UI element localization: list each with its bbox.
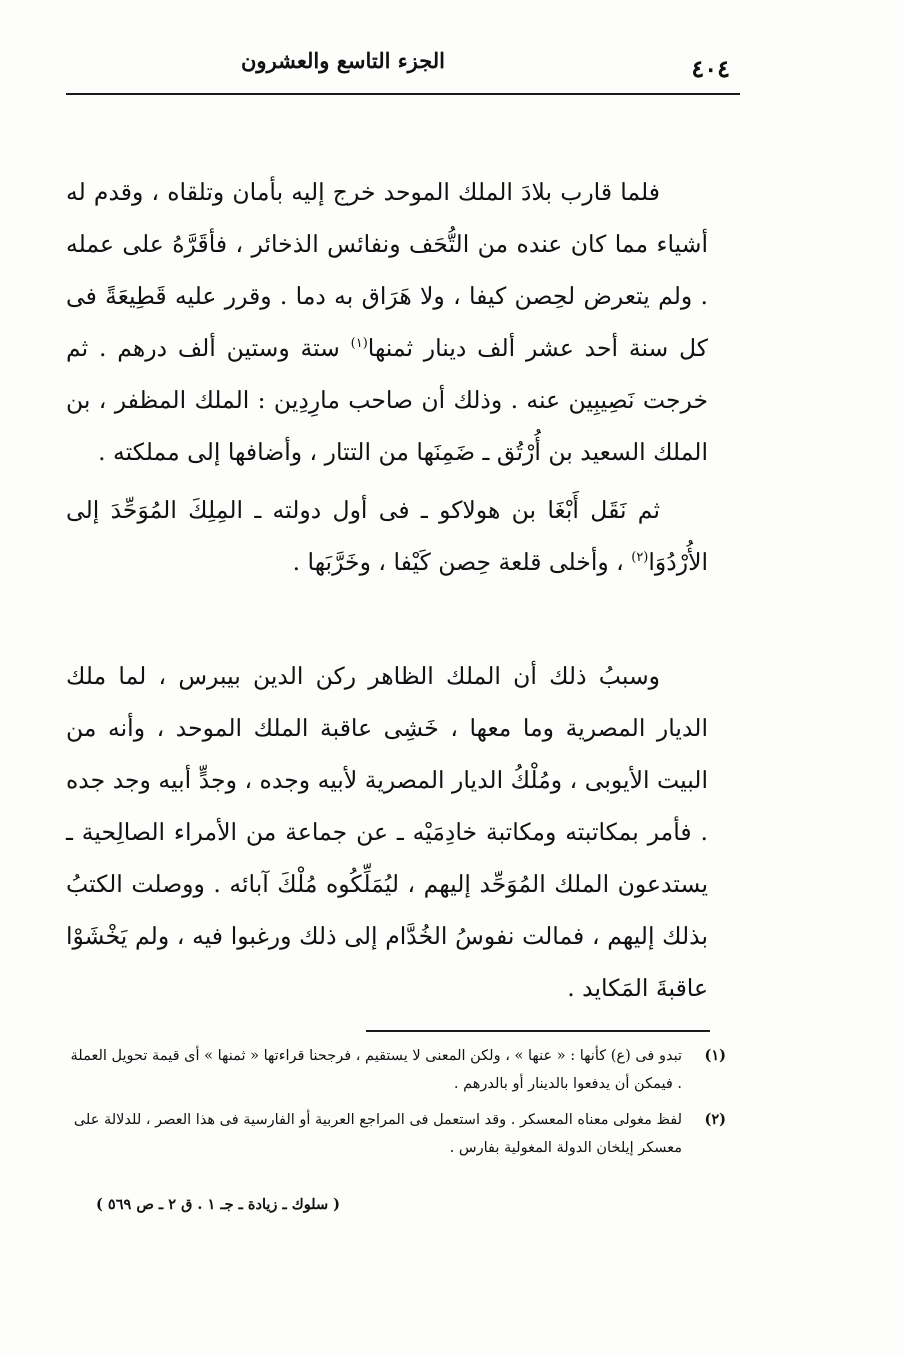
footnote-1-text: تبدو فى (ع) كأنها : « عنها » ، ولكن المعنى لا يستقيم ، فرجحنا قراءتها « ثمنها » أى قيمة تحويل العملة . فيمكن أن يدفعوا بالدينار أو بالدرهم .: [70, 1048, 682, 1092]
footnote-2-text: لفظ مغولى معناه المعسكر . وقد استعمل فى المراجع العربية أو الفارسية فى هذا العصر ، للدلالة على معسكر إيلخان الدولة المغولية بفارس .: [73, 1112, 682, 1156]
paragraph-2-text-b: ، وأخلى قلعة حِصن كَيْفا ، وخَرَّبَها .: [292, 548, 632, 576]
page-number: ٤٠٤: [691, 54, 730, 83]
footnote-2-number: (٢): [704, 1111, 726, 1128]
paragraph-1: [66, 166, 708, 478]
footnote-2: [66, 1106, 726, 1162]
paragraph-3-text: وسببُ ذلك أن الملك الظاهر ركن الدين بيبرس ، لما ملك الديار المصرية وما معها ، خَشِى عاقبة الملك الموحد ، وأنه من البيت الأيوبى ، ومُلْكُ الديار المصرية لأبيه وجده ، وجدٍّ أبيه وجد جده . فأمر بمكاتبته ومكاتبة خادِمَيْه ـ عن جماعة من الأمراء الصالِحية ـ يستدعون الملك المُوَحِّد إليهم ، ليُمَلِّكُوه مُلْكَ آبائه . ووصلت الكتبُ بذلك إليهم ، فمالت نفوسُ الخُدَّام إلى ذلك ورغبوا فيه ، ولم يَخْشَوْا عاقبةَ المَكايد .: [66, 662, 708, 1002]
paragraph-3: [66, 650, 708, 1014]
paragraph-1-text-a: فلما قارب بلادَ الملك الموحد خرج إليه بأمان وتلقاه ، وقدم له أشياء مما كان عنده من التُّحَف ونفائس الذخائر ، فأقَرَّهُ على عمله . ولم يتعرض لحِصن كيفا ، ولا هَرَاق به دما . وقرر عليه قَطِيعَةً فى كل سنة أحد عشر ألف دينار ثمنها: [66, 178, 708, 362]
paragraph-2-text-a: ثم نَقَل أَبْغَا بن هولاكو ـ فى أول دولته ـ المِلِكَ المُوَحِّدَ إلى الأُرْدُوَا: [66, 496, 708, 576]
page-header: [66, 40, 742, 92]
footnote-1: [66, 1042, 726, 1098]
footnote-rule: [366, 1030, 710, 1032]
footnote-ref-2: (٢): [631, 550, 649, 566]
paragraph-2: [66, 484, 708, 588]
header-rule: [66, 93, 740, 95]
footnote-1-number: (١): [704, 1047, 726, 1064]
source-citation: ( سلوك ـ زيادة ـ جـ ١ . ق ٢ ـ ص ٥٦٩ ): [96, 1196, 341, 1213]
footnote-ref-1: (١): [350, 336, 368, 352]
running-head: الجزء التاسع والعشرون: [241, 48, 446, 73]
paragraph-1-text-b: ستة وستين ألف درهم . ثم خرجت نَصِيبِين عنه . وذلك أن صاحب مارِدِين : الملك المظفر ، بن الملك السعيد بن أُرْتُق ـ ضَمِنَها من التتار ، وأضافها إلى مملكته .: [66, 334, 708, 466]
footnotes: [66, 1042, 726, 1170]
